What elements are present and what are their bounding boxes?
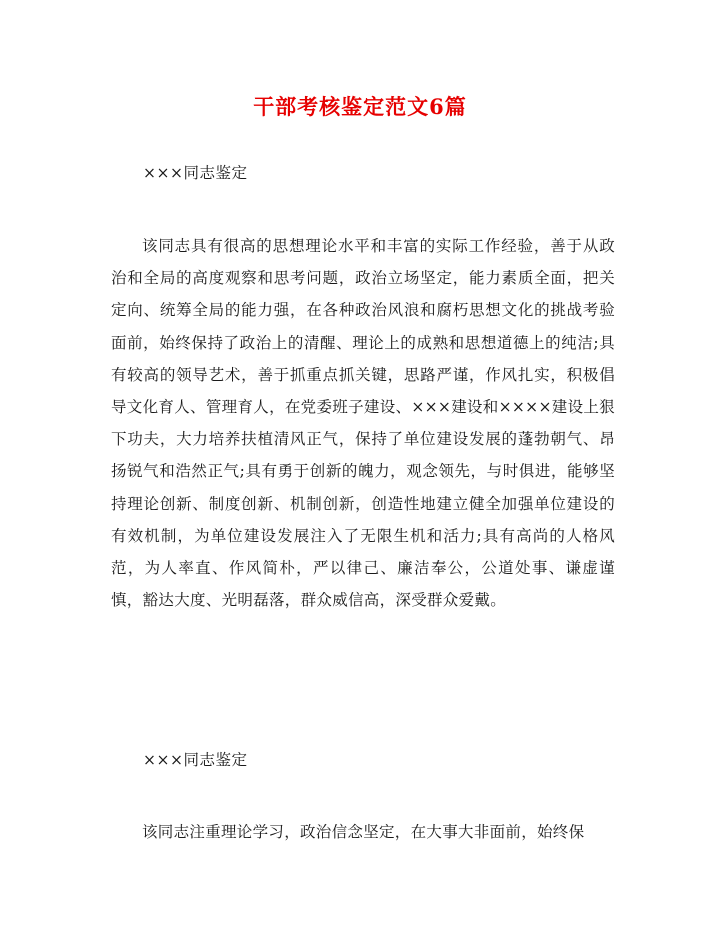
section-heading: ×××同志鉴定: [143, 164, 248, 182]
section-heading: ×××同志鉴定: [143, 751, 248, 769]
section-paragraph: 该同志注重理论学习，政治信念坚定，在大事大非面前，始终保: [142, 823, 585, 841]
document-title: 干部考核鉴定范文6篇: [253, 94, 467, 119]
section-paragraph: 该同志具有很高的思想理论水平和丰富的实际工作经验，善于从政治和全局的高度观察和思考问题，政治立场坚定，能力素质全面，把关定向、统筹全局的能力强，在各种政治风浪和腐朽思想文化的挑战考验面前，始终保持了政治上的清醒、理论上的成熟和思想道德上的纯洁;具有较高的领导艺术，善于抓重点抓关键，思路严谨，作风扎实，积极倡导文化育人、管理育人，在党委班子建设、×××建设和××××建设上狠下功夫，大力培养扶植清风正气，保持了单位建设发展的蓬勃朝气、昂扬锐气和浩然正气;具有勇于创新的魄力，观念领先，与时俱进，能够坚持理论创新、制度创新、机制创新，创造性地建立健全加强单位建设的有效机制，为单位建设发展注入了无限生机和活力;具有高尚的人格风范，为人率直、作风简朴，严以律己、廉洁奉公，公道处事、谦虚谨慎，豁达大度、光明磊落，群众威信高，深受群众爱戴。: [111, 237, 615, 610]
